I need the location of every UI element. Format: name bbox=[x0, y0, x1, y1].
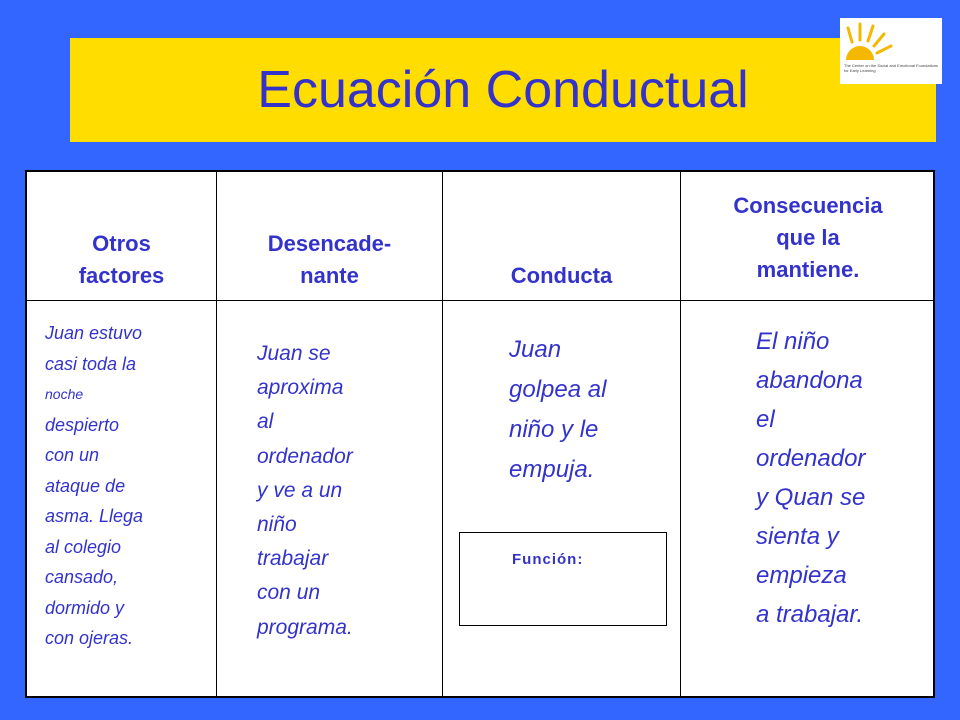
text-line: trabajar bbox=[257, 547, 329, 571]
text-line: programa. bbox=[257, 615, 353, 639]
text-line: con un bbox=[45, 445, 100, 465]
header-conducta bbox=[443, 172, 680, 300]
text-line: abandona bbox=[756, 367, 863, 394]
text-line: asma. Llega bbox=[45, 506, 144, 526]
text-line: con un bbox=[257, 581, 321, 605]
header-consecuencia bbox=[681, 172, 935, 300]
text-line: niño bbox=[257, 513, 297, 537]
text-line: empieza bbox=[756, 562, 847, 589]
text-line: niño y le bbox=[509, 416, 599, 443]
text-line: Juan bbox=[509, 336, 562, 363]
header-line: mantiene. bbox=[756, 257, 860, 282]
text-line: golpea al bbox=[509, 376, 607, 403]
cell-consecuencia bbox=[756, 322, 865, 634]
text-line: y Quan se bbox=[756, 484, 866, 511]
text-line: con ojeras. bbox=[45, 628, 134, 648]
text-line: al colegio bbox=[45, 536, 122, 557]
text-line: Juan se bbox=[257, 342, 331, 365]
funcion-box bbox=[459, 532, 667, 626]
header-line: que la bbox=[776, 225, 840, 250]
sun-rays-icon bbox=[842, 20, 902, 64]
center-logo bbox=[840, 18, 942, 84]
header-line: Otros bbox=[92, 231, 151, 256]
header-line: Desencade- bbox=[267, 231, 392, 256]
text-line: sienta y bbox=[756, 523, 839, 550]
cell-desencadenante bbox=[257, 337, 353, 645]
text-line: ordenador bbox=[756, 445, 866, 472]
text-line: al bbox=[257, 410, 274, 434]
text-line: a trabajar. bbox=[756, 601, 864, 628]
text-line: casi toda la bbox=[45, 353, 137, 374]
header-otros-factores bbox=[27, 172, 216, 300]
text-line: dormido y bbox=[45, 597, 125, 618]
header-line: factores bbox=[78, 263, 165, 288]
text-line: el bbox=[756, 406, 775, 433]
text-line: ataque de bbox=[45, 475, 126, 496]
text-line: ordenador bbox=[257, 444, 353, 468]
funcion-label: Función: bbox=[512, 551, 584, 568]
text-line: empuja. bbox=[509, 456, 595, 483]
header-line: Consecuencia bbox=[733, 193, 883, 218]
header-line: nante bbox=[300, 263, 359, 288]
header-line: Conducta bbox=[510, 263, 613, 288]
text-line: aproxima bbox=[257, 376, 344, 400]
cell-conducta bbox=[509, 330, 606, 490]
cell-otros-factores bbox=[45, 318, 143, 654]
logo-text: The Center on the Social and Emotional Foundations for Early Learning bbox=[844, 63, 939, 73]
header-desencadenante bbox=[217, 172, 442, 300]
text-line: Juan estuvo bbox=[45, 323, 143, 343]
text-line: despierto bbox=[45, 414, 120, 435]
text-line: y ve a un bbox=[257, 478, 343, 502]
header-divider bbox=[27, 300, 933, 301]
text-line: noche bbox=[45, 386, 84, 402]
text-line: cansado, bbox=[45, 567, 119, 587]
behavior-table bbox=[25, 170, 935, 698]
title-band bbox=[70, 38, 936, 142]
text-line: El niño bbox=[756, 328, 830, 355]
slide-title: Ecuación Conductual bbox=[257, 61, 749, 119]
